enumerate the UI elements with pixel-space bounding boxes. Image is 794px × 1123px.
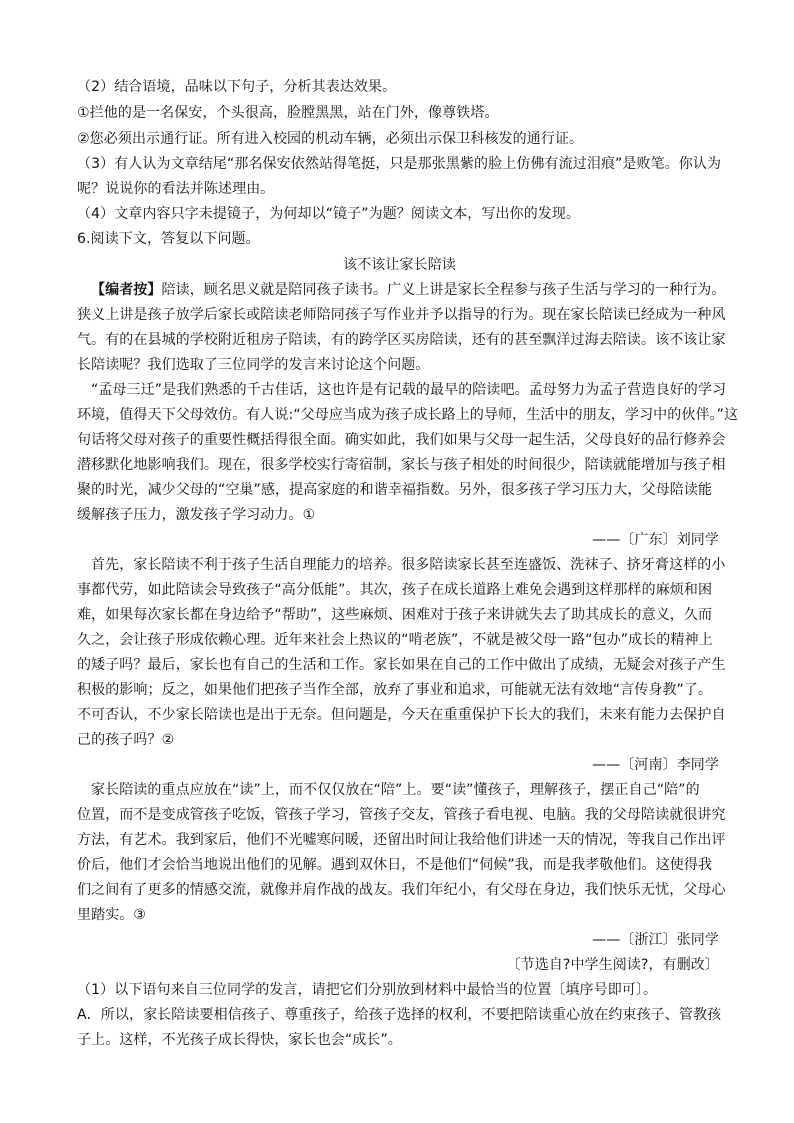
question-2-intro: （2）结合语境，品味以下句子，分析其表达效果。 [77,79,397,95]
speech-3-line-2: 位置，而不是变成管孩子吃饭，管孩子学习，管孩子交友，管孩子看电视、电脑。我的父母陪读就很讲究 [77,807,726,823]
speech-3-signature: ——〔浙江〕张同学 [592,932,719,948]
speech-1-line-4: 潜移默化地影响我们。现在，很多学校实行寄宿制，家长与孩子相处的时间很少，陪读就能增加与孩子相 [77,457,726,473]
option-a-line-1: A．所以，家长陪读要相信孩子、尊重孩子，给孩子选择的权利，不要把陪读重心放在约束孩子、管教孩 [77,1007,722,1023]
editor-note-line-3: 气。有的在县城的学校附近租房子陪读，有的跨学区买房陪读，还有的甚至飘洋过海去陪读。该不该让家 [77,332,726,348]
speech-1-signature: ——〔广东〕刘同学 [592,532,719,548]
speech-3-line-5: 们之间有了更多的情感交流，就像并肩作战的战友。我们年纪小，有父母在身边，我们快乐无忧，父母心 [77,882,726,898]
speech-2-line-1: 首先，家长陪读不利于孩子生活自理能力的培养。很多陪读家长甚至连盛饭、洗袜子、挤牙膏这样的小 [91,557,726,573]
speech-1-line-3: 句话将父母对孩子的重要性概括得很全面。确实如此，我们如果与父母一起生活，父母良好的品行修养会 [77,432,726,448]
question-2-sentence-2: ②您必须出示通行证。所有进入校园的机动车辆，必须出示保卫科核发的通行证。 [77,131,584,147]
speech-1-line-6: 缓解孩子压力，激发孩子学习动力。① [77,507,316,523]
editor-note-line-1 [91,281,736,299]
editor-note-line-4: 长陪读呢？我们选取了三位同学的发言来讨论这个问题。 [77,357,430,373]
speech-1-line-2: 环境，值得天下父母效仿。有人说:“父母应当成为孩子成长路上的导师，生活中的朋友，学习中的伙伴。”这 [77,407,739,423]
speech-2-line-7: 不可否认，不少家长陪读也是出于无奈。但问题是，今天在重重保护下长大的我们，未来有能力去保护自 [77,707,726,723]
article-title: 该不该让家长陪读 [343,257,456,273]
speech-2-line-3: 难，如果每次家长都在身边给予“帮助”，这些麻烦、困难对于孩子来讲就失去了助其成长的意义，久而 [77,607,713,623]
speech-3-line-6: 里踏实。③ [77,907,147,923]
question-2-sentence-1: ①拦他的是一名保安，个头很高，脸膛黑黑，站在门外，像尊铁塔。 [77,105,499,121]
speech-3-line-1: 家长陪读的重点应放在“读”上，而不仅仅放在“陪”上。要“读”懂孩子，理解孩子，摆正自己“陪”的 [91,782,700,798]
speech-1-line-5: 聚的时光，减少父母的“空巢”感，提高家庭的和谐幸福指数。另外，很多孩子学习压力大，父母陪读能 [77,482,713,498]
speech-1-line-1: “孟母三迁”是我们熟悉的千古佳话，这也许是有记载的最早的陪读吧。孟母努力为孟子营造良好的学习 [91,382,727,398]
section-6-heading: 6.阅读下文，答复以下问题。 [77,231,260,247]
editor-note-text: 陪读，顾名思义就是陪同孩子读书。广义上讲是家长全程参与孩子生活与学习的一种行为。 [161,282,726,298]
speech-3-line-4: 价后，他们才会恰当地说出他们的见解。遇到双休日，不是他们“伺候”我，而是我孝敬他们。这使得我 [77,857,713,873]
speech-2-signature: ——〔河南〕李同学 [592,757,719,773]
speech-3-line-3: 方法，有艺术。我到家后，他们不光嘘寒问暖，还留出时间让我给他们讲述一天的情况，等我自己作出评 [77,832,726,848]
editor-note-line-2: 狭义上讲是孩子放学后家长或陪读老师陪同孩子写作业并予以指导的行为。现在家长陪读已经成为一种风 [77,307,726,323]
speech-2-line-5: 的矮子吗？最后，家长也有自己的生活和工作。家长如果在自己的工作中做出了成绩，无疑会对孩子产生 [77,657,726,673]
speech-2-line-2: 事都代劳，如此陪读会导致孩子“高分低能”。其次，孩子在成长道路上难免会遇到这样那样的麻烦和困 [77,582,713,598]
source-note: 〔节选自?中学生阅读?，有删改〕 [506,957,719,973]
question-3-line-1: （3）有人认为文章结尾“那名保安依然站得笔挺，只是那张黑紫的脸上仿佛有流过泪痕”是败笔。你认为 [77,156,722,172]
question-4: （4）文章内容只字未提镜子，为何却以“镜子”为题？阅读文本，写出你的发现。 [77,206,581,222]
option-a-line-2: 子上。这样，不光孩子成长得快，家长也会“成长”。 [77,1032,402,1048]
editor-note-label: 【编者按】 [91,282,162,298]
speech-2-line-8: 己的孩子吗？② [77,732,175,748]
question-3-line-2: 呢？说说你的看法并陈述理由。 [77,181,275,197]
question-1: （1）以下语句来自三位同学的发言，请把它们分别放到材料中最恰当的位置〔填序号即可〕。 [77,982,658,998]
speech-2-line-6: 积极的影响；反之，如果他们把孩子当作全部，放弃了事业和追求，可能就无法有效地“言传身教”了。 [77,682,713,698]
speech-2-line-4: 久之，会让孩子形成依赖心理。近年来社会上热议的“啃老族”，不就是被父母一路“包办”成长的精神上 [77,632,713,648]
